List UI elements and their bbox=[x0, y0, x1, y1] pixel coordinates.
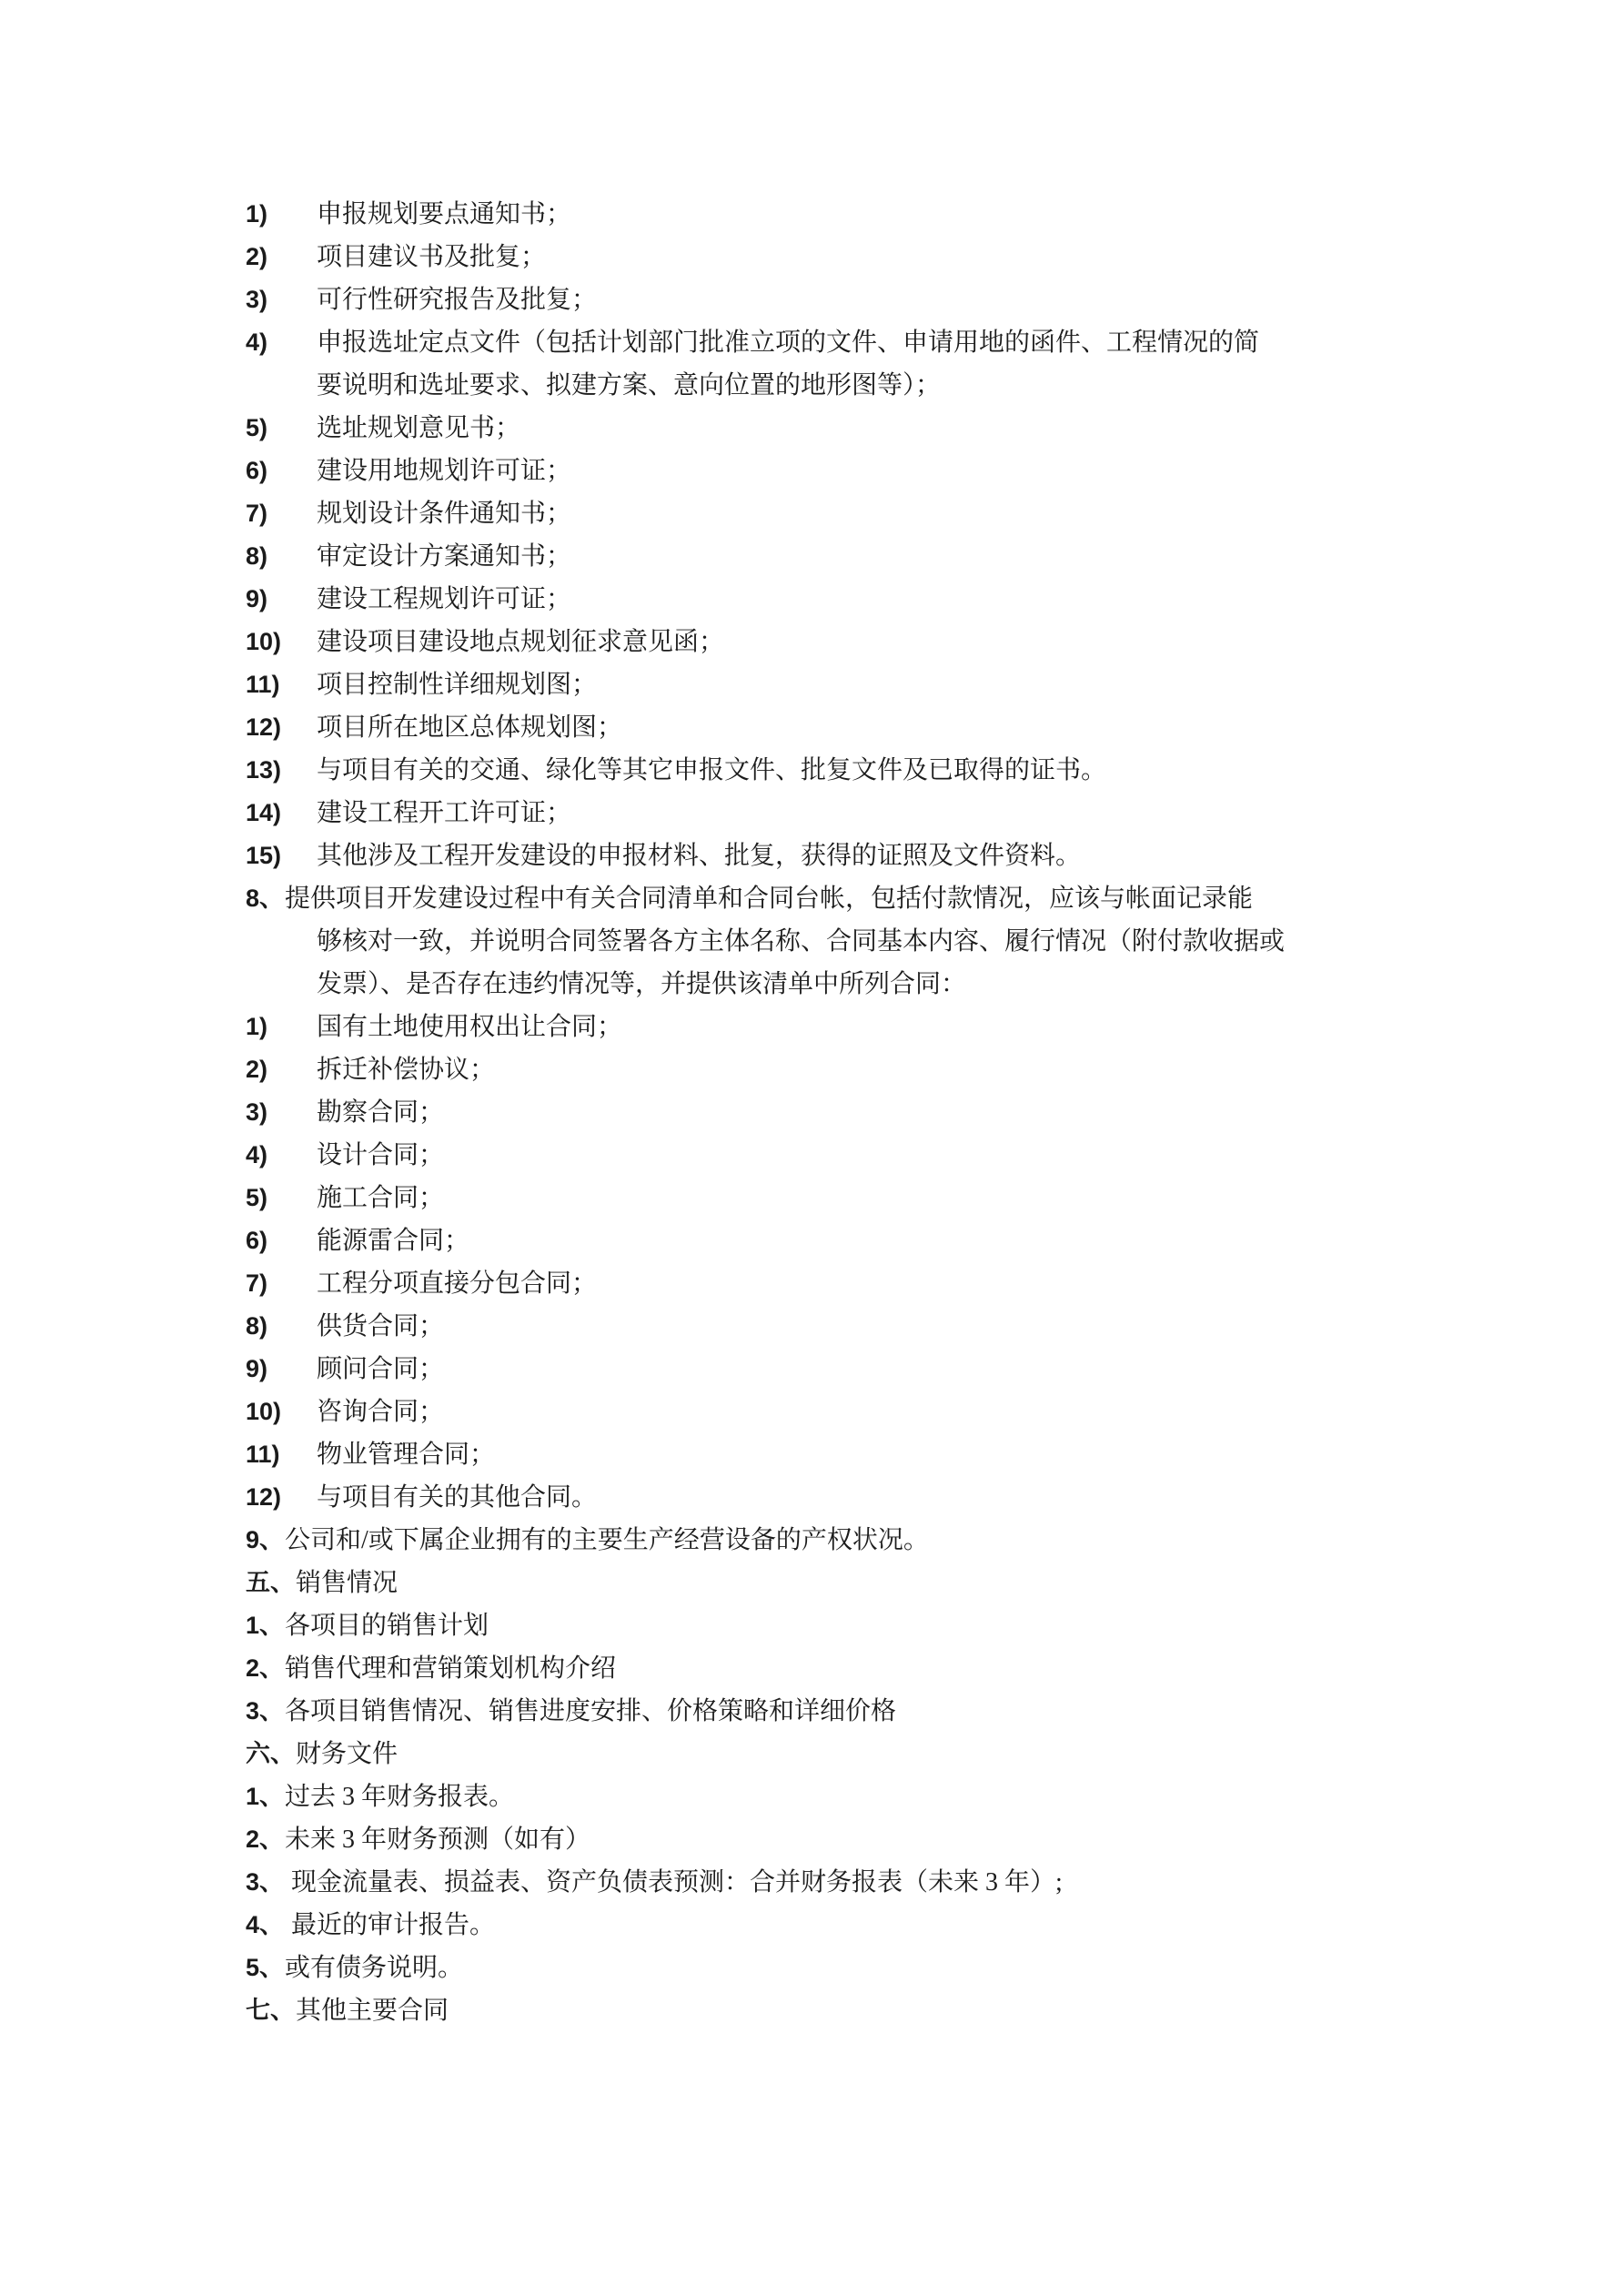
document-line bbox=[246, 1048, 1392, 1091]
document-line bbox=[246, 663, 1392, 706]
list-marker: 3) bbox=[246, 1098, 268, 1126]
list-marker: 3) bbox=[246, 286, 268, 313]
document-line bbox=[246, 749, 1392, 792]
list-marker: 8) bbox=[246, 542, 268, 570]
list-marker: 6) bbox=[246, 457, 268, 484]
list-marker: 4) bbox=[246, 1141, 268, 1168]
list-marker: 2) bbox=[246, 1056, 268, 1083]
document-line bbox=[246, 1690, 1392, 1733]
list-marker: 11) bbox=[246, 671, 280, 698]
document-line bbox=[246, 621, 1392, 663]
list-marker: 4) bbox=[246, 329, 268, 356]
document-line bbox=[246, 1305, 1392, 1348]
line-text: 项目所在地区总体规划图； bbox=[317, 713, 623, 742]
document-line bbox=[246, 963, 1392, 1006]
list-marker: 1) bbox=[246, 200, 268, 228]
line-text: 建设工程开工许可证； bbox=[317, 799, 572, 827]
list-marker: 4、 bbox=[246, 1911, 285, 1938]
line-text: 规划设计条件通知书； bbox=[317, 500, 572, 528]
document-line bbox=[246, 1177, 1392, 1219]
line-text: 选址规划意见书； bbox=[317, 414, 521, 442]
line-text: 最近的审计报告。 bbox=[285, 1911, 496, 1939]
list-marker: 10) bbox=[246, 1398, 282, 1425]
line-text: 供货合同； bbox=[317, 1312, 445, 1340]
list-marker: 2、 bbox=[246, 1826, 285, 1853]
document-line bbox=[246, 1947, 1392, 1989]
list-marker: 2) bbox=[246, 243, 268, 270]
document-line bbox=[246, 193, 1392, 236]
line-text: 勘察合同； bbox=[317, 1098, 445, 1127]
line-text: 施工合同； bbox=[317, 1184, 445, 1212]
line-text: 拆迁补偿协议； bbox=[317, 1056, 496, 1084]
list-marker: 13) bbox=[246, 756, 282, 784]
document-line bbox=[246, 1989, 1392, 2032]
document-line bbox=[246, 364, 1392, 407]
document-line bbox=[246, 321, 1392, 364]
list-marker: 9) bbox=[246, 585, 268, 612]
document-line bbox=[246, 1647, 1392, 1690]
line-text: 建设用地规划许可证； bbox=[317, 457, 572, 485]
document-line bbox=[246, 407, 1392, 450]
line-text: 公司和/或下属企业拥有的主要生产经营设备的产权状况。 bbox=[285, 1526, 929, 1554]
line-text: 发票）、是否存在违约情况等，并提供该清单中所列合同： bbox=[317, 970, 967, 998]
line-text: 提供项目开发建设过程中有关合同清单和合同台帐，包括付款情况，应该与帐面记录能 bbox=[285, 885, 1254, 913]
document-line bbox=[246, 1348, 1392, 1391]
list-marker: 5、 bbox=[246, 1954, 285, 1981]
list-marker: 9、 bbox=[246, 1526, 285, 1553]
line-text: 审定设计方案通知书； bbox=[317, 542, 572, 571]
document-line bbox=[246, 1134, 1392, 1177]
list-marker: 6) bbox=[246, 1227, 268, 1254]
list-marker: 3、 bbox=[246, 1697, 285, 1725]
list-marker: 12) bbox=[246, 713, 282, 741]
list-marker: 7) bbox=[246, 1269, 268, 1297]
line-text: 销售代理和营销策划机构介绍 bbox=[285, 1654, 617, 1683]
list-marker: 15) bbox=[246, 842, 282, 869]
document-line bbox=[246, 236, 1392, 278]
list-marker: 5) bbox=[246, 1184, 268, 1211]
document-line bbox=[246, 1733, 1392, 1775]
line-text: 建设项目建设地点规划征求意见函； bbox=[317, 628, 725, 656]
document-line bbox=[246, 1091, 1392, 1134]
list-marker: 12) bbox=[246, 1483, 282, 1511]
line-text: 财务文件 bbox=[296, 1740, 398, 1768]
document-line bbox=[246, 450, 1392, 492]
line-text: 工程分项直接分包合同； bbox=[317, 1269, 598, 1298]
line-text: 或有债务说明。 bbox=[285, 1954, 464, 1982]
document-line bbox=[246, 877, 1392, 920]
list-marker: 1、 bbox=[246, 1783, 285, 1810]
document-line bbox=[246, 1861, 1392, 1904]
list-marker: 5) bbox=[246, 414, 268, 441]
line-text: 要说明和选址要求、拟建方案、意向位置的地形图等）； bbox=[317, 371, 942, 400]
document-line bbox=[246, 1519, 1392, 1562]
line-text: 项目控制性详细规划图； bbox=[317, 671, 598, 699]
line-text: 各项目销售情况、销售进度安排、价格策略和详细价格 bbox=[285, 1697, 897, 1725]
line-text: 其他主要合同 bbox=[296, 1997, 449, 2025]
line-text: 申报选址定点文件（包括计划部门批准立项的文件、申请用地的函件、工程情况的简 bbox=[317, 329, 1260, 357]
document-line bbox=[246, 1904, 1392, 1947]
line-text: 建设工程规划许可证； bbox=[317, 585, 572, 613]
list-marker: 七、 bbox=[246, 1997, 295, 2024]
list-marker: 14) bbox=[246, 799, 282, 826]
line-text: 销售情况 bbox=[296, 1569, 398, 1597]
document-line bbox=[246, 1006, 1392, 1048]
line-text: 咨询合同； bbox=[317, 1398, 445, 1426]
document-line bbox=[246, 492, 1392, 535]
line-text: 申报规划要点通知书； bbox=[317, 200, 572, 228]
line-text: 可行性研究报告及批复； bbox=[317, 286, 598, 314]
document-body bbox=[246, 193, 1392, 2032]
list-marker: 六、 bbox=[246, 1740, 295, 1767]
line-text: 物业管理合同； bbox=[317, 1441, 496, 1469]
line-text: 与项目有关的交通、绿化等其它申报文件、批复文件及已取得的证书。 bbox=[317, 756, 1107, 784]
list-marker: 五、 bbox=[246, 1569, 295, 1596]
line-text: 其他涉及工程开发建设的申报材料、批复，获得的证照及文件资料。 bbox=[317, 842, 1082, 870]
line-text: 各项目的销售计划 bbox=[285, 1612, 489, 1640]
document-line bbox=[246, 1476, 1392, 1519]
document-line bbox=[246, 578, 1392, 621]
document-line bbox=[246, 1391, 1392, 1433]
list-marker: 11) bbox=[246, 1441, 280, 1468]
document-line bbox=[246, 1562, 1392, 1604]
document-line bbox=[246, 1433, 1392, 1476]
line-text: 顾问合同； bbox=[317, 1355, 445, 1383]
document-line bbox=[246, 1604, 1392, 1647]
list-marker: 9) bbox=[246, 1355, 268, 1382]
document-line bbox=[246, 792, 1392, 834]
list-marker: 2、 bbox=[246, 1654, 285, 1682]
document-line bbox=[246, 1219, 1392, 1262]
document-line bbox=[246, 1775, 1392, 1818]
document-line bbox=[246, 278, 1392, 321]
document-line bbox=[246, 1818, 1392, 1861]
list-marker: 8、 bbox=[246, 885, 285, 912]
document-line bbox=[246, 920, 1392, 963]
list-marker: 10) bbox=[246, 628, 282, 655]
list-marker: 8) bbox=[246, 1312, 268, 1340]
list-marker: 1) bbox=[246, 1013, 268, 1040]
line-text: 国有土地使用权出让合同； bbox=[317, 1013, 623, 1041]
line-text: 能源雷合同； bbox=[317, 1227, 470, 1255]
line-text: 与项目有关的其他合同。 bbox=[317, 1483, 598, 1512]
line-text: 未来 3 年财务预测（如有） bbox=[285, 1826, 591, 1854]
line-text: 够核对一致，并说明合同签署各方主体名称、合同基本内容、履行情况（附付款收据或 bbox=[317, 927, 1286, 956]
list-marker: 1、 bbox=[246, 1612, 285, 1639]
document-line bbox=[246, 1262, 1392, 1305]
list-marker: 7) bbox=[246, 500, 268, 527]
line-text: 过去 3 年财务报表。 bbox=[285, 1783, 515, 1811]
document-line bbox=[246, 834, 1392, 877]
list-marker: 3、 bbox=[246, 1868, 285, 1896]
document-line bbox=[246, 535, 1392, 578]
line-text: 设计合同； bbox=[317, 1141, 445, 1169]
line-text: 现金流量表、损益表、资产负债表预测：合并财务报表（未来 3 年）; bbox=[285, 1868, 1063, 1896]
document-line bbox=[246, 706, 1392, 749]
line-text: 项目建议书及批复； bbox=[317, 243, 547, 271]
